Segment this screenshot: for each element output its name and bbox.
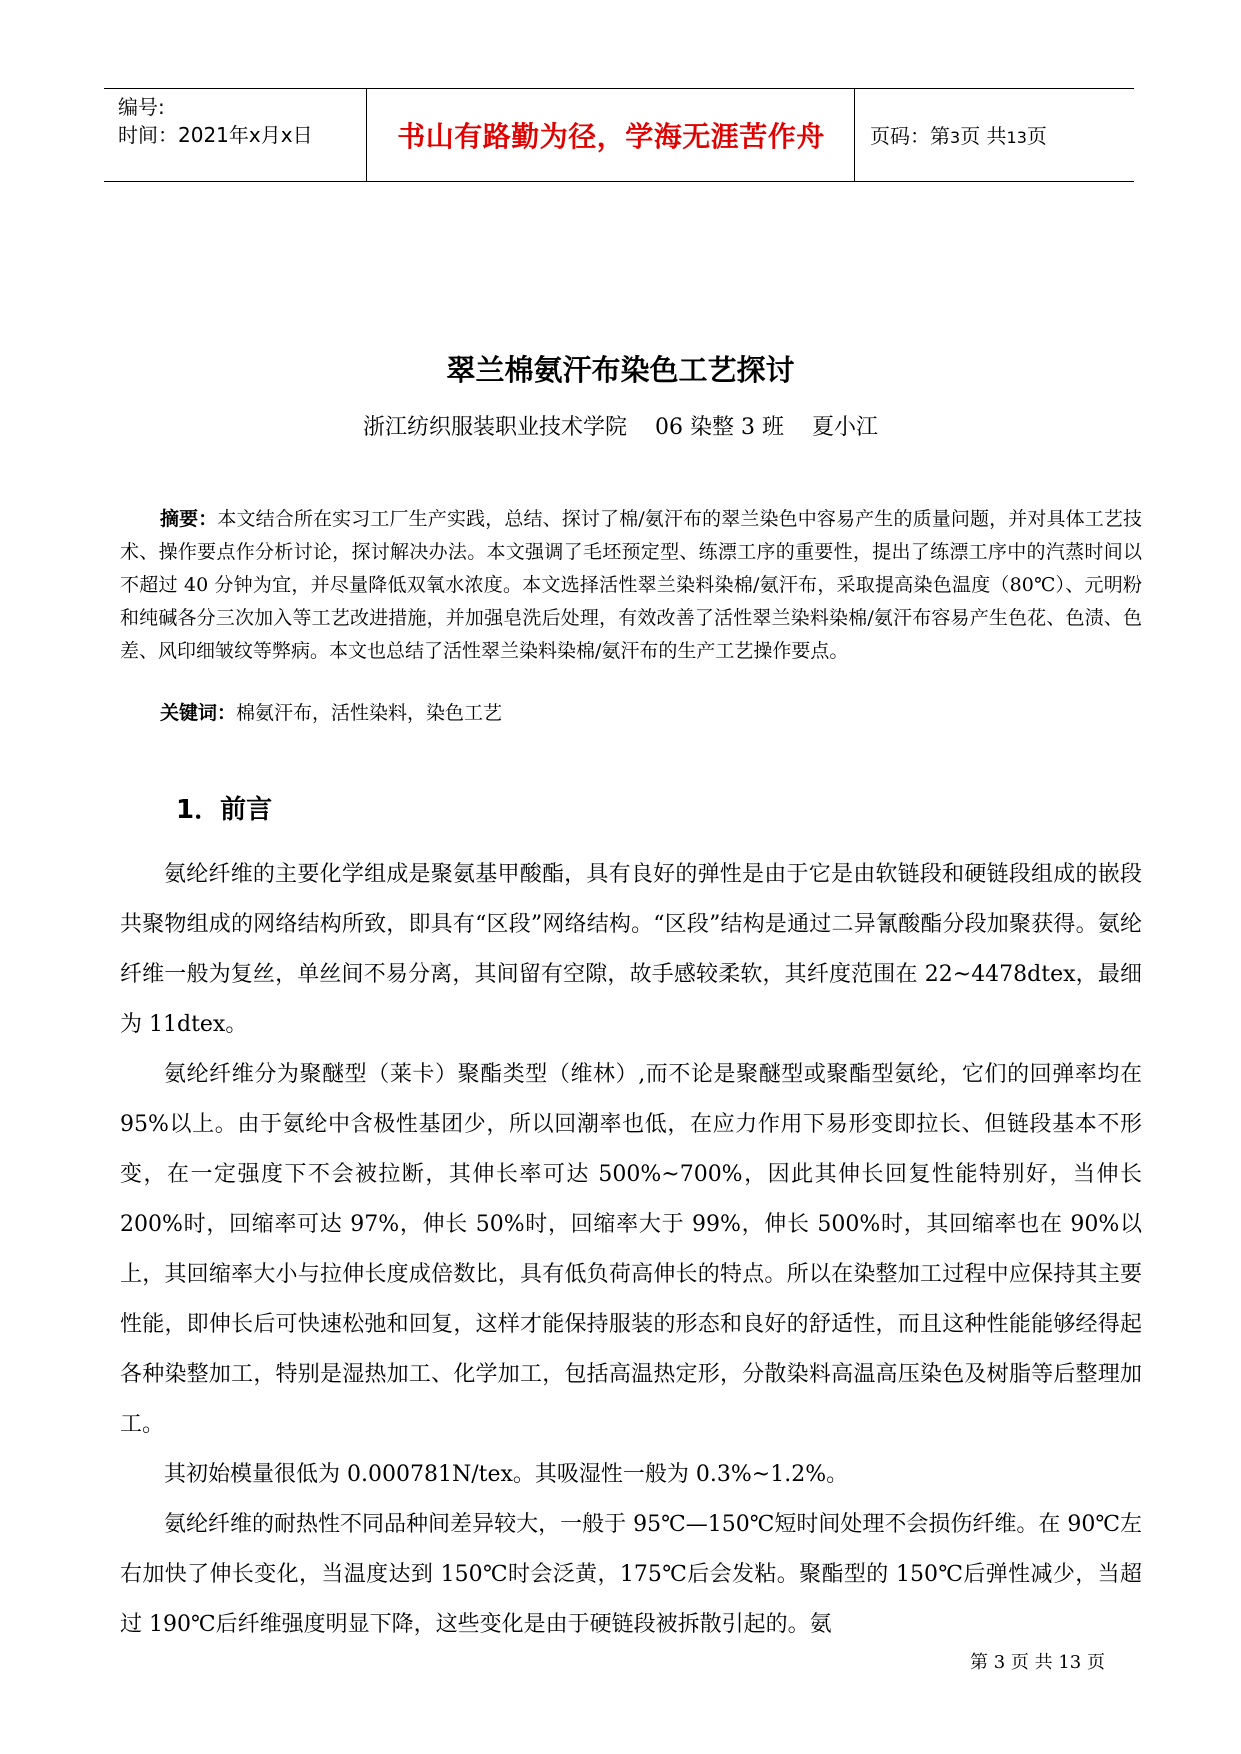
- serial-label: 编号:: [118, 95, 165, 119]
- page-header: [104, 88, 1134, 182]
- author-line: 浙江纺织服装职业技术学院 06 染整 3 班 夏小江: [363, 415, 878, 440]
- page-mid: 页 共: [960, 124, 1007, 148]
- header-page-number: [870, 122, 1047, 152]
- time-line: 时间：2021年x月x日: [118, 123, 313, 147]
- page-prefix: 页码：第: [870, 124, 950, 148]
- header-meta: [118, 93, 358, 149]
- page-current: 3: [950, 128, 961, 147]
- body-text: [120, 850, 1142, 1650]
- keywords: [160, 697, 502, 730]
- abstract-text: 本文结合所在实习工厂生产实践，总结、探讨了棉/氨汗布的翠兰染色中容易产生的质量问题，并对具体工艺技术、操作要点作分析讨论，探讨解决办法。本文强调了毛坯预定型、练漂工序的重要性，提出了练漂工序中的汽蒸时间以不超过 40 分钟为宜，并尽量降低双氧水浓度。本文选择活性翠兰染料染棉/氨汗布，采取提高染色温度（80℃）、元明粉和纯碱各分三次加入等工艺改进措施，并加强皂洗后处理，有效改善了活性翠兰染料染棉/氨汗布容易产生色花、色渍、色差、风印细皱纹等弊病。本文也总结了活性翠兰染料染棉/氨汗布的生产工艺操作要点。: [120, 508, 1142, 662]
- page-total: 13: [1006, 128, 1027, 147]
- header-motto: 书山有路勤为径，学海无涯苦作舟: [397, 120, 825, 153]
- document-title: 翠兰棉氨汗布染色工艺探讨: [446, 353, 795, 387]
- keywords-text: 棉氨汗布，活性染料，染色工艺: [236, 702, 503, 724]
- paragraph: 氨纶纤维分为聚醚型（莱卡）聚酯类型（维林）,而不论是聚醚型或聚酯型氨纶，它们的回弹率均在 95%以上。由于氨纶中含极性基团少，所以回潮率也低，在应力作用下易形变即拉长、但链段基本不形变，在一定强度下不会被拉断，其伸长率可达 500%~700%，因此其伸长回复性能特别好，当伸长 200%时，回缩率可达 97%，伸长 50%时，回缩率大于 99%，伸长 500%时，其回缩率也在 90%以上，其回缩率大小与拉伸长度成倍数比，具有低负荷高伸长的特点。所以在染整加工过程中应保持其主要性能，即伸长后可快速松弛和回复，这样才能保持服装的形态和良好的舒适性，而且这种性能能够经得起各种染整加工，特别是湿热加工、化学加工，包括高温热定形，分散染料高温高压染色及树脂等后整理加工。: [120, 1062, 1142, 1437]
- page-suffix: 页: [1026, 124, 1047, 148]
- abstract: [120, 503, 1142, 668]
- keywords-label: 关键词：: [160, 702, 237, 724]
- page-footer: 第 3 页 共 13 页: [970, 1652, 1105, 1673]
- paragraph: 氨纶纤维的耐热性不同品种间差异较大，一般于 95℃—150℃短时间处理不会损伤纤维。在 90℃左右加快了伸长变化，当温度达到 150℃时会泛黄，175℃后会发粘。聚酯型的 150℃后弹性减少，当超过 190℃后纤维强度明显下降，这些变化是由于硬链段被拆散引起的。氨: [120, 1512, 1142, 1637]
- header-divider: [854, 89, 855, 181]
- section-heading: 1．前言: [176, 795, 273, 825]
- abstract-label: 摘要：: [160, 508, 218, 530]
- header-divider: [366, 89, 367, 181]
- paragraph: 氨纶纤维的主要化学组成是聚氨基甲酸酯，具有良好的弹性是由于它是由软链段和硬链段组成的嵌段共聚物组成的网络结构所致，即具有“区段”网络结构。“区段”结构是通过二异氰酸酯分段加聚获得。氨纶纤维一般为复丝，单丝间不易分离，其间留有空隙，故手感较柔软，其纤度范围在 22~4478dtex，最细为 11dtex。: [120, 862, 1142, 1037]
- paragraph: 其初始模量很低为 0.000781N/tex。其吸湿性一般为 0.3%~1.2%。: [164, 1462, 849, 1487]
